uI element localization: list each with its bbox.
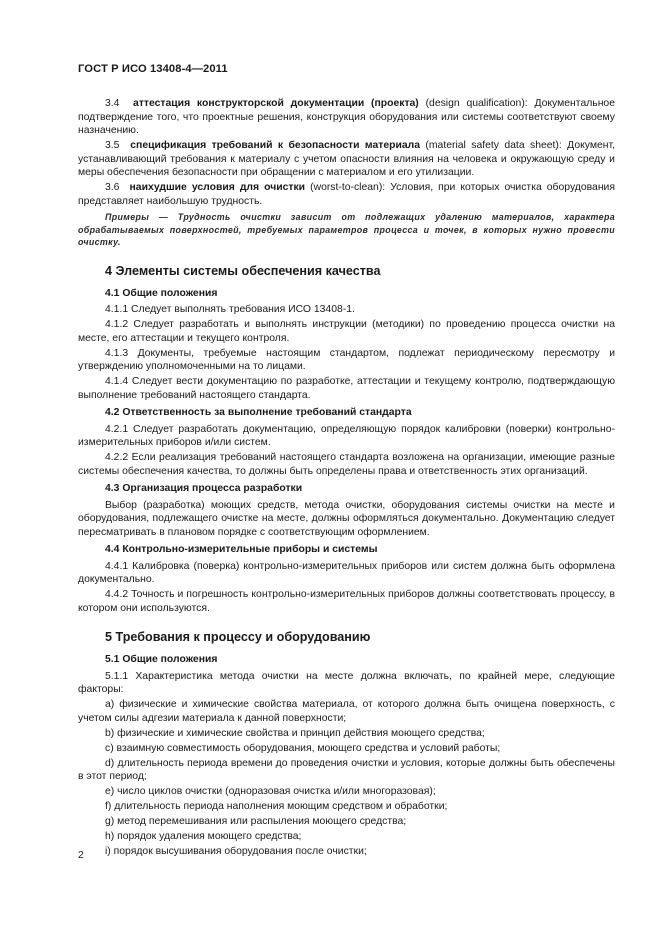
subsection-4-1-title: 4.1 Общие положения — [105, 287, 218, 299]
example-note — [78, 211, 615, 249]
term-3-4 — [78, 97, 615, 138]
section-5-title: 5 Требования к процессу и оборудованию — [105, 630, 371, 644]
paragraph-4-4-1: 4.4.1 Калибровка (поверка) контрольно-измерительных приборов или систем должна быть оформлена документально. — [78, 560, 615, 585]
paragraph-4-4-2: 4.4.2 Точность и погрешность контрольно-измерительных приборов должны соответствовать процессу, в котором они используются. — [78, 589, 615, 614]
document-code-header: ГОСТ Р ИСО 13408-4—2011 — [78, 63, 228, 75]
paragraph-4-1-1: 4.1.1 Следует выполнять требования ИСО 13408-1. — [105, 304, 355, 315]
paragraph-5-1-1: 5.1.1 Характеристика метода очистки на месте должна включать, по крайней мере, следующие факторы: — [78, 670, 615, 695]
term-3-6 — [78, 181, 615, 208]
section-4-title: 4 Элементы системы обеспечения качества — [105, 263, 381, 278]
term-definition: (material safety data sheet): Документ, устанавливающий требования к материалу с учетом опасности влияния на человека и окружающую среду и меры обеспечения безопасности при обращении с материалом и его утилизации. — [78, 140, 615, 178]
list-item-g: g) метод перемешивания или распыления моющего средства; — [105, 816, 407, 827]
list-item-h: h) порядок удаления моющего средства; — [105, 831, 302, 842]
example-label: Примеры — — [105, 212, 169, 222]
list-item-b: b) физические и химические свойства и принцип действия моющего средства; — [105, 727, 485, 739]
example-text: Трудность очистки зависит от подлежащих удалению материалов, характера обрабатываемых поверхностей, требуемых параметров процесса и точек, в которых нужно провести очистку. — [78, 212, 616, 247]
list-item-e: e) число циклов очистки (одноразовая очистка и/или многоразовая); — [105, 786, 436, 797]
term-definition: (worst-to-clean): Условия, при которых очистка оборудования представляет наибольшую трудность. — [78, 182, 615, 207]
paragraph-4-3: Выбор (разработка) моющих средств, метода очистки, оборудования системы очистки на месте и оборудования, подлежащего очистке на месте, должны оформляться документально. Документацию следует пересматривать в плановом порядке с соответствующим оформлением. — [78, 499, 615, 538]
subsection-4-2-title: 4.2 Ответственность за выполнение требований стандарта — [105, 407, 412, 418]
term-number: 3.6 — [105, 182, 120, 193]
term-title: наихудшие условия для очистки — [129, 182, 306, 193]
subsection-5-1-title: 5.1 Общие положения — [105, 654, 218, 665]
list-item-c: c) взаимную совместимость оборудования, моющего средства и условий работы; — [105, 742, 501, 754]
term-number: 3.4 — [105, 98, 120, 109]
list-item-i: i) порядок высушивания оборудования после очистки; — [105, 846, 367, 857]
term-title: спецификация требований к безопасности материала — [130, 140, 421, 151]
term-definition: (design qualification): Документальное подтверждение того, что проектные решения, конструкция оборудования или системы соответствуют своему назначению. — [78, 98, 615, 136]
list-item-d: d) длительность периода времени до проведения очистки и условия, которые должны быть обеспечены в этот период; — [78, 757, 615, 782]
paragraph-4-1-3: 4.1.3 Документы, требуемые настоящим стандартом, подлежат периодическому пересмотру и утверждению уполномоченными на то лицами. — [78, 347, 615, 372]
term-number: 3.5 — [105, 140, 120, 151]
paragraph-4-1-4: 4.1.4 Следует вести документацию по разработке, аттестации и текущему контролю, подтверждающую выполнение требований настоящего стандарта. — [78, 376, 615, 401]
paragraph-4-2-2: 4.2.2 Если реализация требований настоящего стандарта возложена на организации, имеющие разные системы обеспечения качества, то должны быть определены права и ответственность этих организаций. — [78, 452, 615, 477]
document-body — [78, 97, 615, 860]
paragraph-4-2-1: 4.2.1 Следует разработать документацию, определяющую порядок калибровки (поверки) контрольно-измерительных приборов и/или систем. — [78, 423, 615, 448]
term-title: аттестация конструкторской документации (проекта) — [133, 98, 419, 109]
page-number: 2 — [78, 850, 84, 861]
term-3-5 — [78, 139, 615, 180]
list-item-a: a) физические и химические свойства материала, от которого должна быть очищена поверхность, с учетом силы адгезии материала к данной поверхности; — [78, 699, 615, 724]
list-item-f: f) длительность периода наполнения моющим средством и обработки; — [105, 801, 448, 812]
subsection-4-4-title: 4.4 Контрольно-измерительные приборы и системы — [105, 544, 378, 555]
paragraph-4-1-2: 4.1.2 Следует разработать и выполнять инструкции (методики) по проведению процесса очистки на месте, его аттестации и текущего контроля. — [78, 319, 615, 344]
subsection-4-3-title: 4.3 Организация процесса разработки — [105, 483, 303, 494]
